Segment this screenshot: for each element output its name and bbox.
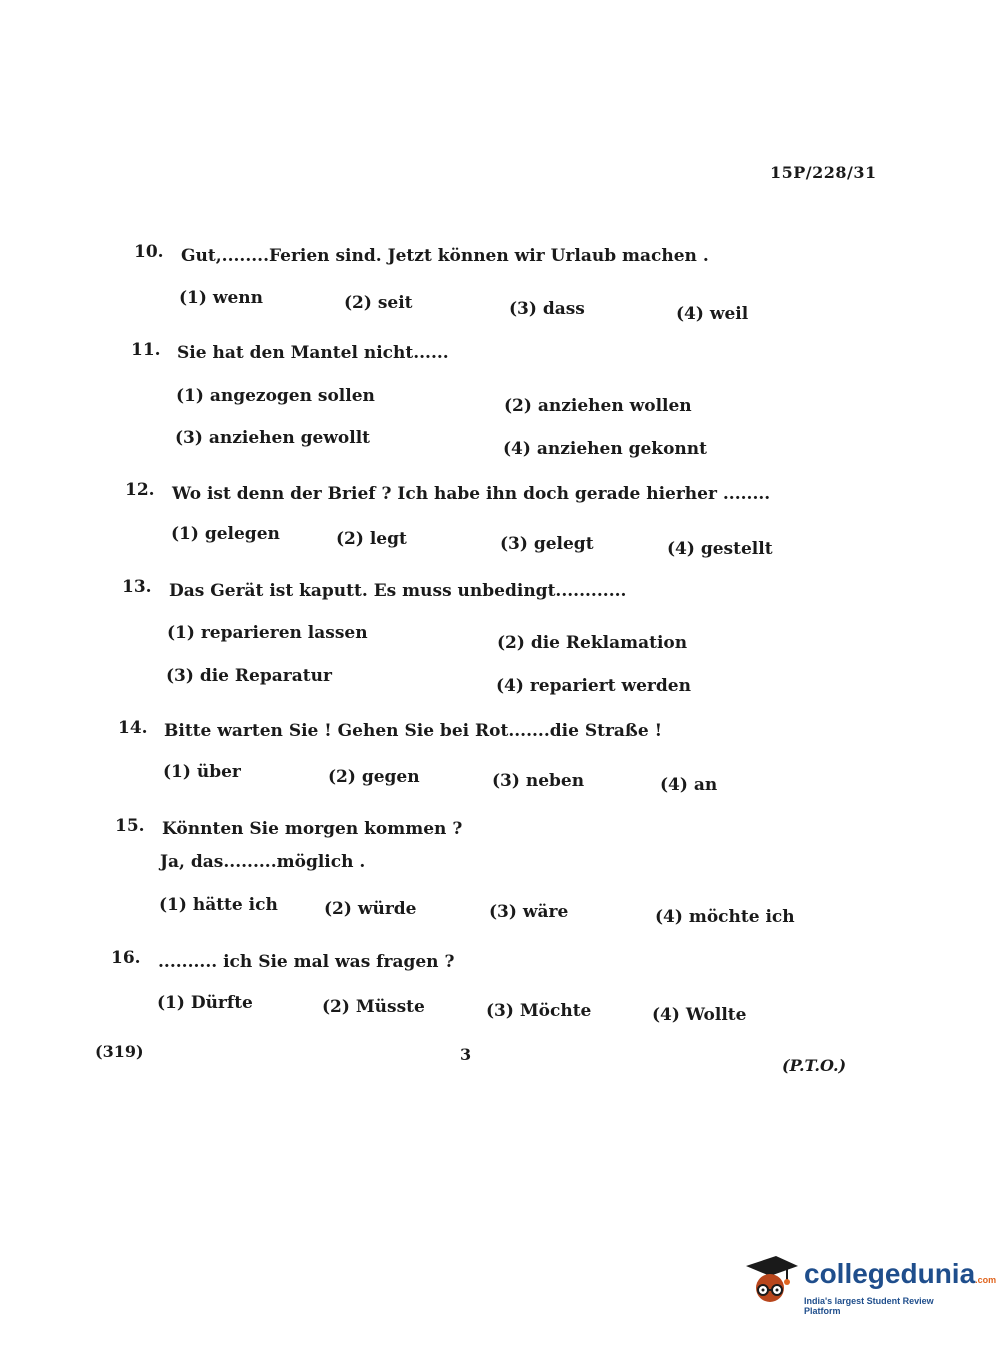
option: (4) an <box>660 775 718 795</box>
option: (3) gelegt <box>500 534 594 554</box>
question-number: 10. <box>134 242 164 262</box>
question-text: Bitte warten Sie ! Gehen Sie bei Rot.......die Straße ! <box>164 721 663 741</box>
collegedunia-logo <box>742 1250 997 1318</box>
question-text: Wo ist denn der Brief ? Ich habe ihn doch gerade hierher ........ <box>172 484 771 504</box>
question-text-line2: Ja, das.........möglich . <box>160 852 366 872</box>
option: (2) seit <box>344 293 413 313</box>
option: (2) gegen <box>328 767 420 787</box>
question-number: 16. <box>111 948 141 968</box>
page-number: 3 <box>460 1045 472 1064</box>
option: (3) wäre <box>489 902 569 922</box>
option: (3) Möchte <box>486 1001 592 1021</box>
logo-tagline: India's largest Student Review Platform <box>804 1296 934 1316</box>
option: (2) anziehen wollen <box>504 396 692 416</box>
question-text: Sie hat den Mantel nicht...... <box>177 343 449 363</box>
option: (3) dass <box>509 299 585 319</box>
option: (2) würde <box>324 899 417 919</box>
paper-code: 15P/228/31 <box>770 163 877 182</box>
pto-note: (P.T.O.) <box>782 1056 847 1075</box>
option: (4) weil <box>676 304 749 324</box>
option: (1) reparieren lassen <box>167 623 368 643</box>
option: (1) hätte ich <box>159 895 278 915</box>
option: (4) möchte ich <box>655 907 795 927</box>
option: (2) Müsste <box>322 997 425 1017</box>
option: (1) Dürfte <box>157 993 253 1013</box>
option: (2) die Reklamation <box>497 633 688 653</box>
question-number: 14. <box>118 718 148 738</box>
option: (2) legt <box>336 529 407 549</box>
question-number: 15. <box>115 816 145 836</box>
option: (3) anziehen gewollt <box>175 428 371 448</box>
question-text: Das Gerät ist kaputt. Es muss unbedingt............ <box>169 581 627 601</box>
question-text: .......... ich Sie mal was fragen ? <box>158 952 455 972</box>
option: (4) repariert werden <box>496 676 691 696</box>
logo-wordmark: collegedunia.com <box>804 1258 997 1289</box>
question-text: Könnten Sie morgen kommen ? <box>162 819 463 839</box>
option: (4) gestellt <box>667 539 773 559</box>
option: (3) die Reparatur <box>166 666 332 686</box>
mascot-icon <box>742 1252 800 1310</box>
option: (4) Wollte <box>652 1005 747 1025</box>
option: (1) gelegen <box>171 524 280 544</box>
question-text: Gut,........Ferien sind. Jetzt können wir Urlaub machen . <box>181 246 709 266</box>
question-number: 11. <box>131 340 161 360</box>
option: (3) neben <box>492 771 585 791</box>
option: (1) angezogen sollen <box>176 386 375 406</box>
option: (1) über <box>163 762 241 782</box>
option: (4) anziehen gekonnt <box>503 439 707 459</box>
question-number: 12. <box>125 480 155 500</box>
footer-code: (319) <box>95 1042 144 1061</box>
question-number: 13. <box>122 577 152 597</box>
option: (1) wenn <box>179 288 264 308</box>
